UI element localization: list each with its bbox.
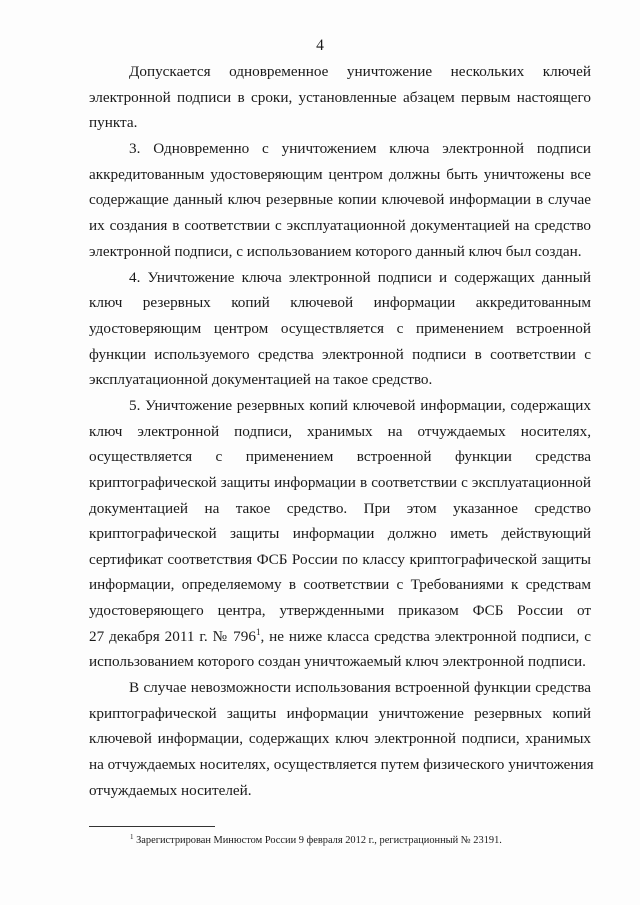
text-line-with-footnote-ref: [89, 624, 591, 650]
text-line: электронной подписи в сроки, установленные абзацем первым настоящего: [89, 88, 591, 106]
text-line: ключевой информации, содержащих ключ электронной подписи, хранимых: [89, 730, 591, 748]
paragraph-item-3: [89, 136, 591, 264]
paragraph-exception: [89, 675, 594, 803]
text-line: криптографической защиты информации должно иметь действующий: [89, 525, 591, 543]
footnote-text: Зарегистрирован Минюстом России 9 февраля 2012 г., регистрационный № 23191.: [133, 835, 502, 846]
text-line: отчуждаемых носителей.: [89, 781, 252, 799]
text-line: эксплуатационной документацией на такое средство.: [89, 371, 433, 389]
text-line: ключ резервных копий ключевой информации аккредитованным: [89, 294, 591, 312]
text-line: 5. Уничтожение резервных копий ключевой информации, содержащих: [129, 397, 591, 415]
page-number: 4: [316, 37, 324, 54]
footnote: [130, 834, 502, 847]
text-line: 4. Уничтожение ключа электронной подписи и содержащих данный: [129, 268, 591, 286]
footnote-reference[interactable]: 1: [255, 626, 261, 637]
text-line: использованием которого создан уничтожаемый ключ электронной подписи.: [89, 653, 586, 671]
text-line: удостоверяющего центра, утвержденными приказом ФСБ России от: [89, 601, 591, 619]
text-line: содержащие данный ключ резервные копии ключевой информации в случае: [89, 191, 591, 209]
paragraph-continuation: [89, 59, 591, 136]
text-line: ключ электронной подписи, хранимых на отчуждаемых носителях,: [89, 422, 591, 440]
text-line: Допускается одновременное уничтожение нескольких ключей: [129, 63, 591, 80]
text-line: электронной подписи, с использованием которого данный ключ был создан.: [89, 242, 582, 260]
text-fragment: 27 декабря 2011 г. № 796: [89, 627, 256, 645]
text-line: криптографической защиты информации в соответствии с эксплуатационной: [89, 474, 591, 491]
paragraph-item-4: [89, 265, 591, 393]
text-line: их создания в соответствии с эксплуатационной документацией на средство: [89, 217, 591, 235]
text-line: В случае невозможности использования встроенной функции средства: [129, 679, 591, 697]
footnote-mark: 1: [130, 833, 134, 841]
document-body: [89, 59, 594, 803]
text-line: функции используемого средства электронной подписи в соответствии с: [89, 345, 591, 363]
text-line: криптографической защиты информации уничтожение резервных копий: [89, 704, 591, 722]
text-fragment: , не ниже класса средства электронной подписи, с: [260, 627, 591, 645]
footnote-divider: [89, 826, 215, 827]
paragraph-item-5: [89, 393, 591, 675]
text-line: на отчуждаемых носителях, осуществляется путем физического уничтожения: [89, 756, 594, 774]
text-line: информации, определяемому в соответствии с Требованиями к средствам: [89, 576, 591, 594]
text-line: осуществляется с применением встроенной функции средства: [89, 448, 591, 466]
text-line: аккредитованным удостоверяющим центром должны быть уничтожены все: [89, 165, 591, 183]
text-line: 3. Одновременно с уничтожением ключа электронной подписи: [129, 140, 591, 158]
text-line: удостоверяющим центром осуществляется с применением встроенной: [89, 319, 591, 337]
text-line: документацией на такое средство. При этом указанное средство: [89, 499, 591, 517]
text-line: сертификат соответствия ФСБ России по классу криптографической защиты: [89, 550, 591, 568]
text-line: пункта.: [89, 114, 138, 132]
